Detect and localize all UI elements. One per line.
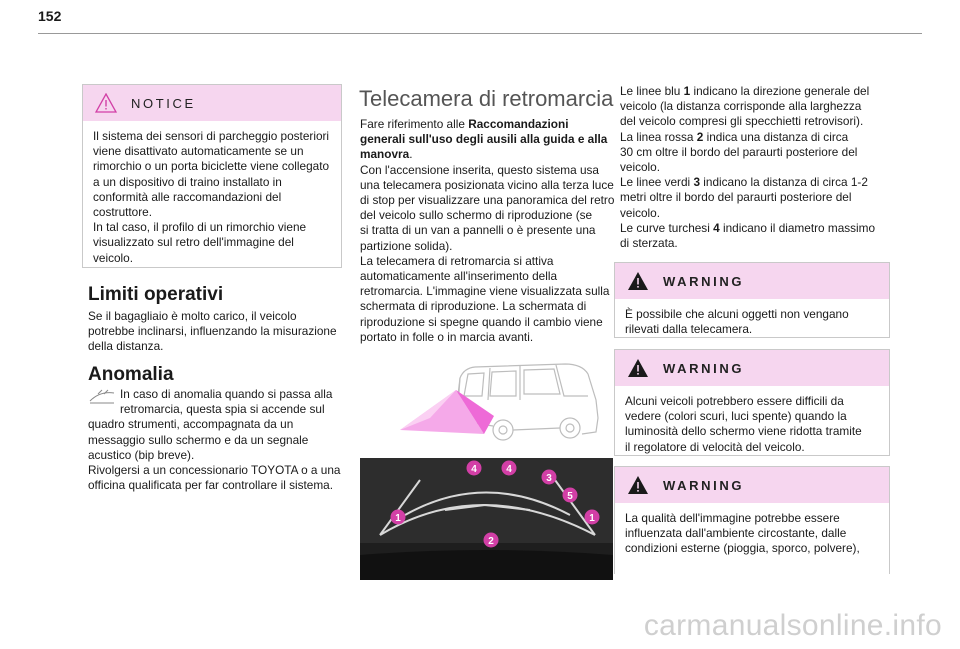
svg-text:1: 1 <box>589 513 595 524</box>
notice-line: rimorchio o un porta biciclette viene collegato <box>93 159 330 174</box>
marker-4-right <box>502 461 517 476</box>
notice-line: Il sistema dei sensori di parcheggio posteriori <box>93 129 330 143</box>
camera-line: retromarcia. L'immagine viene visualizzata sulla <box>360 284 610 299</box>
camera-ref-line <box>360 117 618 132</box>
svg-text:2: 2 <box>488 536 494 547</box>
notice-line: costruttore. <box>93 205 153 220</box>
desc-text: Le curve turchesi <box>620 220 714 235</box>
anomaly-line: quadro strumenti, accompagnata da un <box>88 417 294 432</box>
warning-header <box>615 350 889 386</box>
warning-line: influenzata dall'ambiente circostante, dalle <box>625 526 847 541</box>
notice-box <box>82 84 342 268</box>
desc-text: veicolo. <box>620 160 660 175</box>
lines-description <box>620 84 890 251</box>
desc-text: indica una distanza di circa <box>703 129 849 144</box>
camera-line: Con l'accensione inserita, questo sistema usa <box>360 162 599 177</box>
warning-text <box>615 503 889 565</box>
warning-line: vedere (colori scuri, luci spente) quando la <box>625 409 847 424</box>
desc-line <box>620 221 890 236</box>
desc-text: veicolo (la distanza corrisponde alla larghezza <box>620 99 862 114</box>
camera-ref-bold: Raccomandazioni <box>468 117 569 131</box>
desc-num: 4 <box>713 220 720 235</box>
desc-line <box>620 236 890 251</box>
marker-1-right <box>585 510 600 525</box>
desc-line <box>620 130 890 145</box>
warning-title: WARNING <box>663 360 745 376</box>
desc-line <box>620 114 890 129</box>
svg-text:3: 3 <box>546 473 552 484</box>
desc-text: veicolo. <box>620 205 660 220</box>
desc-text: metri oltre il bordo del paraurti posteriore del <box>620 190 852 205</box>
desc-text: indicano la direzione generale del <box>690 84 870 98</box>
warning-line: luminosità dello schermo viene ridotta tramite <box>625 424 862 439</box>
rear-camera-illustration <box>360 360 613 580</box>
notice-header <box>83 85 341 121</box>
desc-num: 3 <box>693 175 701 190</box>
anomaly-line: Rivolgersi a un concessionario TOYOTA o a una <box>88 463 341 478</box>
svg-text:4: 4 <box>506 464 512 475</box>
site-watermark: carmanualsonline.info <box>643 609 942 642</box>
camera-line: riproduzione si spegne quando il cambio viene <box>360 314 603 329</box>
anomaly-line: In caso di anomalia quando si passa alla <box>120 387 333 401</box>
svg-text:1: 1 <box>395 513 401 524</box>
camera-ref-post: . <box>409 147 413 162</box>
camera-ref-bold: manovra <box>360 147 410 162</box>
anomaly-heading: Anomalia <box>88 364 174 385</box>
desc-line <box>620 160 890 175</box>
anomaly-line: messaggio sullo schermo e da un segnale <box>88 432 309 447</box>
desc-text: Le linee blu <box>620 84 684 98</box>
camera-line: si tratta di un van a pannelli o è presente una <box>360 223 596 238</box>
warning-line: È possibile che alcuni oggetti non vengano <box>625 307 849 321</box>
warning-line: condizioni esterne (pioggia, sporco, polvere), <box>625 541 860 556</box>
warning-line: Alcuni veicoli potrebbero essere difficili da <box>625 394 844 408</box>
camera-ref-line <box>360 132 618 147</box>
camera-line: una telecamera posizionata vicino alla terza luce <box>360 177 614 192</box>
marker-4-left <box>467 461 482 476</box>
warning-line: rilevati dalla telecamera. <box>625 322 753 337</box>
marker-2 <box>484 533 499 548</box>
camera-line: portato in folle o in marcia avanti. <box>360 329 534 344</box>
notice-line: veicolo. <box>93 250 133 265</box>
marker-5 <box>563 488 578 503</box>
camera-line: La telecamera di retromarcia si attiva <box>360 253 554 268</box>
marker-1-left <box>391 510 406 525</box>
camera-text <box>360 117 618 345</box>
desc-text: di sterzata. <box>620 236 678 251</box>
warning-triangle-icon <box>627 475 649 495</box>
camera-line: di stop per visualizzare una panoramica del retro <box>360 193 615 208</box>
notice-line: visualizzato sul retro dell'immagine del <box>93 235 294 250</box>
warning-title: WARNING <box>663 273 745 289</box>
desc-line <box>620 190 890 205</box>
desc-text: La linea rossa <box>620 129 697 144</box>
camera-title: Telecamera di retromarcia <box>359 86 614 111</box>
warning-triangle-icon <box>627 358 649 378</box>
warning-title: WARNING <box>663 477 745 493</box>
camera-line: automaticamente all'inserimento della <box>360 269 558 284</box>
anomaly-line: acustico (bip breve). <box>88 447 195 462</box>
marker-3 <box>542 470 557 485</box>
notice-line: viene disattivato automaticamente se un <box>93 144 304 159</box>
desc-num: 2 <box>696 129 704 144</box>
desc-text: 30 cm oltre il bordo del paraurti posteriore del <box>620 144 858 159</box>
notice-title: NOTICE <box>131 95 196 111</box>
limits-line: potrebbe inclinarsi, influenzando la misurazione <box>88 324 337 339</box>
notice-text <box>83 121 341 274</box>
warning-box-1 <box>614 262 890 338</box>
warning-header <box>615 263 889 299</box>
desc-line <box>620 175 890 190</box>
svg-text:4: 4 <box>471 464 477 475</box>
page-number: 152 <box>38 8 62 24</box>
anomaly-line: officina qualificata per far controllare il sistema. <box>88 478 334 493</box>
camera-line: schermata di riproduzione. La schermata di <box>360 299 587 314</box>
desc-text: Le linee verdi <box>620 175 694 190</box>
header-rule <box>38 33 922 34</box>
camera-cone <box>400 390 494 434</box>
notice-line: a un dispositivo di traino installato in <box>93 174 282 189</box>
desc-text: del veicolo compresi gli specchietti retrovisori). <box>620 114 864 129</box>
notice-line: In tal caso, il profilo di un rimorchio viene <box>93 220 307 235</box>
svg-text:5: 5 <box>567 491 573 502</box>
desc-line <box>620 99 890 114</box>
desc-num: 1 <box>683 84 691 98</box>
camera-line: del veicolo sullo schermo di riproduzione (se <box>360 208 593 223</box>
warning-text <box>615 386 889 463</box>
desc-line <box>620 84 890 99</box>
warning-triangle-icon <box>627 271 649 291</box>
limits-line: Se il bagagliaio è molto carico, il veicolo <box>88 309 297 323</box>
warning-text <box>615 299 889 345</box>
camera-ref-line <box>360 147 618 162</box>
warning-line: il regolatore di velocità del veicolo. <box>625 439 805 454</box>
desc-text: indicano la distanza di circa 1-2 <box>700 175 868 190</box>
warning-header <box>615 467 889 503</box>
limits-line: della distanza. <box>88 339 164 354</box>
anomaly-text <box>88 387 348 493</box>
limits-text <box>88 309 337 355</box>
camera-ref-bold: generali sull'uso degli ausili alla guida e alla <box>360 132 608 147</box>
warning-box-3 <box>614 466 890 574</box>
camera-line: partizione solida). <box>360 238 453 253</box>
warning-box-2 <box>614 349 890 456</box>
desc-line <box>620 145 890 160</box>
warning-line: La qualità dell'immagine potrebbe essere <box>625 511 840 525</box>
notice-line: conformità alle raccomandazioni del <box>93 189 282 204</box>
desc-text: indicano il diametro massimo <box>719 220 876 235</box>
warning-triangle-icon <box>95 93 117 113</box>
camera-ref-pre: Fare riferimento alle <box>360 117 469 131</box>
limits-heading: Limiti operativi <box>88 284 224 305</box>
desc-line <box>620 206 890 221</box>
anomaly-line: retromarcia, questa spia si accende sul <box>120 402 325 417</box>
